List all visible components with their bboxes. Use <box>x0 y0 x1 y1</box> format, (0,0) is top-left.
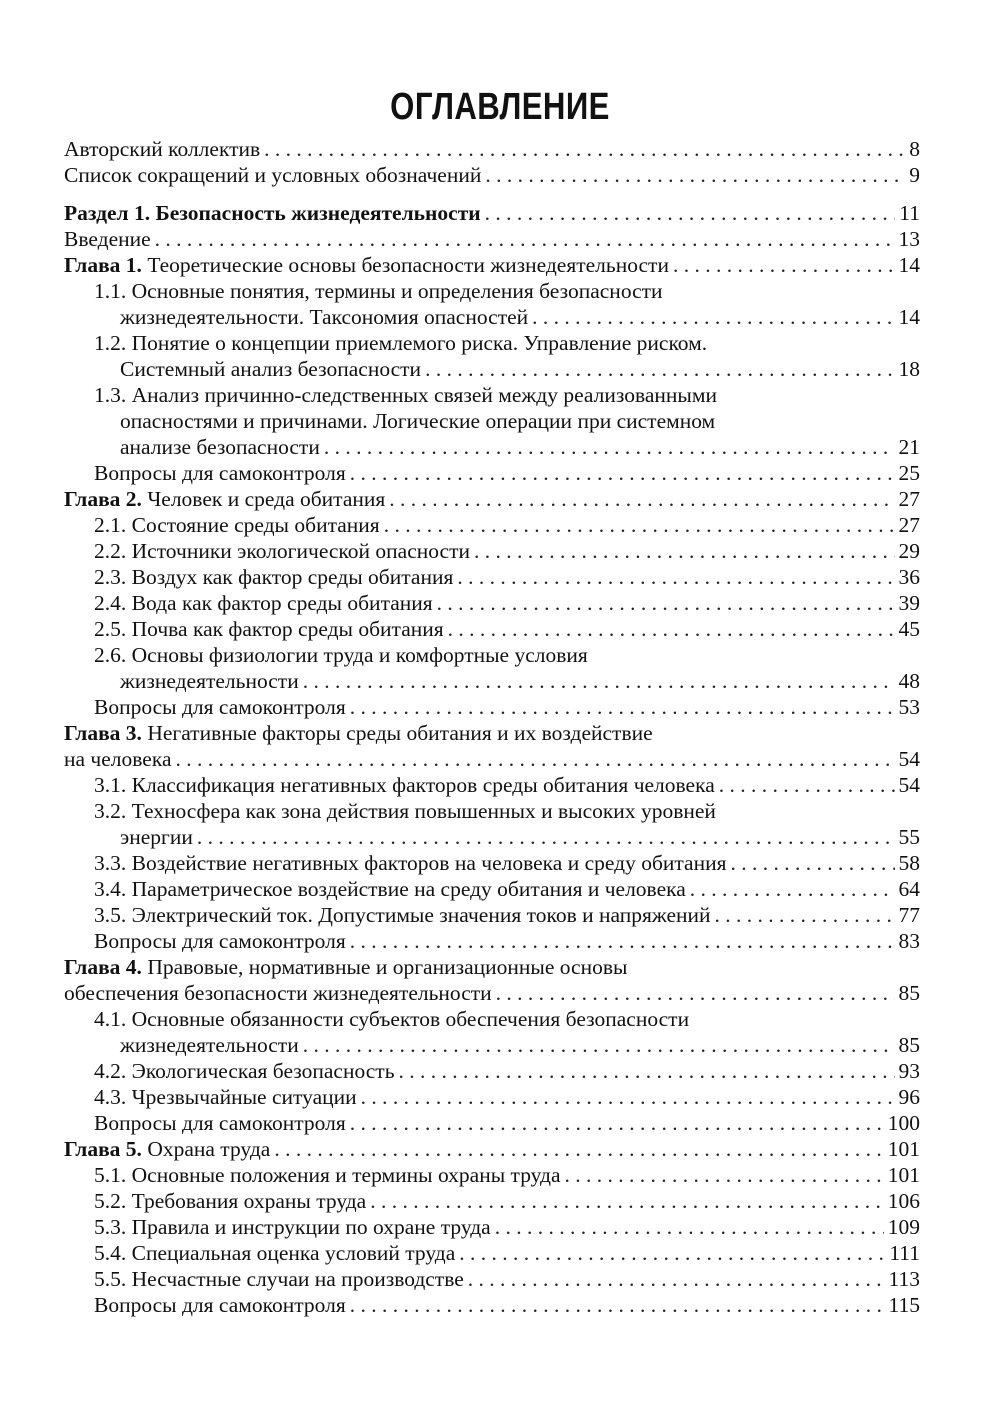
toc-subentry[interactable] <box>64 1084 920 1110</box>
toc-entry-line <box>94 278 920 304</box>
toc-subentry[interactable] <box>64 1292 920 1318</box>
toc-entry-title <box>64 486 385 512</box>
toc-subentry[interactable] <box>64 642 920 694</box>
dot-leader <box>495 1214 884 1240</box>
page-number: 93 <box>898 1059 920 1083</box>
chapter-label: Глава 4. <box>64 955 142 979</box>
toc-entry-text: Вопросы для самоконтроля <box>94 929 346 953</box>
toc-subentry[interactable] <box>64 902 920 928</box>
toc-entry-line <box>94 382 920 408</box>
chapter-label: Глава 2. <box>64 487 142 511</box>
toc-entry-title <box>64 162 481 188</box>
page-number: 36 <box>898 565 920 589</box>
toc-entry-title <box>120 304 528 330</box>
toc-subentry[interactable] <box>64 460 920 486</box>
toc-entry-text: 2.3. Воздух как фактор среды обитания <box>94 565 454 589</box>
toc-entry-text: 1.3. Анализ причинно-следственных связей между реализованными <box>94 383 717 407</box>
toc-entry-text: 5.4. Специальная оценка условий труда <box>94 1241 456 1265</box>
page-number: 13 <box>898 227 920 251</box>
toc-entry-text: 3.4. Параметрическое воздействие на среду обитания и человека <box>94 877 686 901</box>
toc-entry-text: Список сокращений и условных обозначений <box>64 163 482 187</box>
toc-subentry[interactable] <box>64 1110 920 1136</box>
toc-entry-text: Авторский коллектив <box>64 137 261 161</box>
toc-entry-text: 4.3. Чрезвычайные ситуации <box>94 1085 357 1109</box>
dot-leader <box>437 590 895 616</box>
page-number: 29 <box>898 539 920 563</box>
toc-entry[interactable] <box>64 1136 920 1162</box>
toc-entry-title <box>94 512 380 538</box>
page-number: 53 <box>898 695 920 719</box>
toc-entry-title <box>94 902 711 928</box>
toc-entry-title <box>120 356 421 382</box>
page-number: 25 <box>898 461 920 485</box>
toc-entry-line <box>94 642 920 668</box>
toc-entry-text: 4.1. Основные обязанности субъектов обеспечения безопасности <box>94 1007 690 1031</box>
dot-leader <box>448 616 895 642</box>
toc-subentry[interactable] <box>64 772 920 798</box>
dot-leader <box>361 1084 895 1110</box>
toc-entry-title <box>94 1240 455 1266</box>
chapter-label: Глава 5. <box>64 1137 142 1161</box>
toc-entry-text: опасностями и причинами. Логические операции при системном <box>120 409 716 433</box>
dot-leader <box>350 1292 885 1318</box>
toc-subentry[interactable] <box>64 590 920 616</box>
toc-entry-title <box>120 1032 299 1058</box>
dot-leader <box>496 980 895 1006</box>
page-number: 85 <box>898 1033 920 1057</box>
dot-leader <box>384 512 895 538</box>
toc-subentry[interactable] <box>64 1058 920 1084</box>
dot-leader <box>303 668 895 694</box>
toc-subentry[interactable] <box>64 330 920 382</box>
toc-entry-line <box>64 720 920 746</box>
toc-entry[interactable] <box>64 226 920 252</box>
toc-entry-text: обеспечения безопасности жизнедеятельности <box>64 981 492 1005</box>
page-number: 101 <box>887 1163 920 1187</box>
toc-entry[interactable] <box>64 162 920 188</box>
toc-subentry[interactable] <box>64 1240 920 1266</box>
dot-leader <box>690 876 895 902</box>
toc-entry-text: Системный анализ безопасности <box>120 357 422 381</box>
toc-subentry[interactable] <box>64 798 920 850</box>
dot-leader <box>155 226 895 252</box>
toc-entry-text: жизнедеятельности. Таксономия опасностей <box>120 305 529 329</box>
toc-subentry[interactable] <box>64 1266 920 1292</box>
toc-subentry[interactable] <box>64 538 920 564</box>
page-number: 48 <box>898 669 920 693</box>
toc-entry-text: 3.1. Классификация негативных факторов среды обитания человека <box>94 773 715 797</box>
page-number: 96 <box>898 1085 920 1109</box>
toc-entry-title <box>94 616 444 642</box>
toc-entry[interactable] <box>64 136 920 162</box>
toc-entry-title <box>94 1084 357 1110</box>
page-number: 83 <box>898 929 920 953</box>
toc-subentry[interactable] <box>64 876 920 902</box>
toc-entry-text: энергии <box>120 825 193 849</box>
toc-subentry[interactable] <box>64 1006 920 1058</box>
dot-leader <box>425 356 894 382</box>
dot-leader <box>350 1110 884 1136</box>
dot-leader <box>468 1266 885 1292</box>
page-number: 101 <box>887 1137 920 1161</box>
dot-leader <box>370 1188 884 1214</box>
toc-entry[interactable] <box>64 954 920 1006</box>
toc-subentry[interactable] <box>64 1188 920 1214</box>
page-number: 14 <box>898 305 920 329</box>
toc-entry[interactable] <box>64 252 920 278</box>
toc-subentry[interactable] <box>64 850 920 876</box>
toc-entry-text: 5.2. Требования охраны труда <box>94 1189 367 1213</box>
toc-entry-title <box>94 538 470 564</box>
toc-entry-text: 2.5. Почва как фактор среды обитания <box>94 617 444 641</box>
dot-leader <box>399 1058 895 1084</box>
toc-entry-text: жизнедеятельности <box>120 1033 299 1057</box>
dot-leader <box>389 486 894 512</box>
toc-entry-text: Введение <box>64 227 151 251</box>
toc-entry-text: Негативные факторы среды обитания и их воздействие <box>147 721 653 745</box>
toc-subentry[interactable] <box>64 512 920 538</box>
toc-subentry[interactable] <box>64 564 920 590</box>
toc-entry-text: Правовые, нормативные и организационные основы <box>147 955 628 979</box>
toc-entry-text: 3.2. Техносфера как зона действия повышенных и высоких уровней <box>94 799 716 823</box>
dot-leader <box>731 850 895 876</box>
toc-entry-title <box>64 200 481 226</box>
toc-subentry[interactable] <box>64 928 920 954</box>
toc-entry-text: 2.1. Состояние среды обитания <box>94 513 380 537</box>
page-number: 18 <box>898 357 920 381</box>
page-number: 55 <box>898 825 920 849</box>
page-number: 100 <box>887 1111 920 1135</box>
toc-entry-text: Вопросы для самоконтроля <box>94 695 346 719</box>
page-number: 111 <box>889 1241 920 1265</box>
dot-leader <box>303 1032 895 1058</box>
toc-entry-title <box>64 226 151 252</box>
toc-subentry[interactable] <box>64 1162 920 1188</box>
toc-entry-title <box>120 668 299 694</box>
dot-leader <box>197 824 895 850</box>
toc-entry-text: 1.2. Понятие о концепции приемлемого риска. Управление риском. <box>94 331 708 355</box>
toc-subentry[interactable] <box>64 278 920 330</box>
toc-entry-text: Раздел 1. Безопасность жизнедеятельности <box>64 201 481 225</box>
toc-entry-title <box>94 1266 464 1292</box>
toc-entry-text: 5.3. Правила и инструкции по охране труда <box>94 1215 491 1239</box>
dot-leader <box>719 772 895 798</box>
page-number: 54 <box>898 747 920 771</box>
toc-entry-text: 5.5. Несчастные случаи на производстве <box>94 1267 464 1291</box>
toc-entry-title <box>120 434 320 460</box>
dot-leader <box>324 434 895 460</box>
page-number: 113 <box>888 1267 920 1291</box>
dot-leader <box>532 304 894 330</box>
dot-leader <box>350 928 895 954</box>
page-number: 106 <box>887 1189 920 1213</box>
toc-entry-text: 3.5. Электрический ток. Допустимые значения токов и напряжений <box>94 903 711 927</box>
toc-entry-line <box>94 1006 920 1032</box>
toc-entry-title <box>94 1162 561 1188</box>
toc-entry-text: Человек и среда обитания <box>147 487 386 511</box>
table-of-contents <box>64 136 920 1318</box>
toc-entry[interactable] <box>64 720 920 772</box>
chapter-label: Глава 1. <box>64 253 142 277</box>
toc-entry-text: 3.3. Воздействие негативных факторов на человека и среду обитания <box>94 851 727 875</box>
toc-entry-line <box>64 954 920 980</box>
toc-entry-title <box>64 252 669 278</box>
page-number: 21 <box>898 435 920 459</box>
toc-entry-text: 4.2. Экологическая безопасность <box>94 1059 395 1083</box>
page-number: 8 <box>909 137 920 161</box>
toc-entry-title <box>64 980 492 1006</box>
page-number: 27 <box>898 513 920 537</box>
toc-entry-title <box>120 824 193 850</box>
page-number: 64 <box>898 877 920 901</box>
toc-entry-title <box>94 1110 346 1136</box>
dot-leader <box>350 460 895 486</box>
page-number: 11 <box>899 201 920 225</box>
toc-entry-title <box>94 564 453 590</box>
toc-entry-title <box>64 1136 270 1162</box>
dot-leader <box>457 564 894 590</box>
page-number: 14 <box>898 253 920 277</box>
toc-entry-text: 2.6. Основы физиологии труда и комфортные условия <box>94 643 588 667</box>
dot-leader <box>274 1136 883 1162</box>
toc-entry-line <box>94 330 920 356</box>
toc-entry[interactable] <box>64 486 920 512</box>
toc-entry-title <box>94 850 727 876</box>
toc-entry-title <box>64 136 260 162</box>
toc-subentry[interactable] <box>64 1214 920 1240</box>
toc-entry-title <box>94 1058 395 1084</box>
toc-entry-title <box>94 1292 346 1318</box>
toc-entry-title <box>94 876 686 902</box>
toc-entry-title <box>94 928 346 954</box>
toc-subentry[interactable] <box>64 382 920 460</box>
toc-entry-text: на человека <box>64 747 172 771</box>
toc-entry-text: 1.1. Основные понятия, термины и определения безопасности <box>94 279 663 303</box>
toc-subentry[interactable] <box>64 694 920 720</box>
dot-leader <box>673 252 895 278</box>
dot-leader <box>264 136 905 162</box>
toc-entry[interactable] <box>64 200 920 226</box>
toc-entry-text: Охрана труда <box>147 1137 271 1161</box>
page-number: 58 <box>898 851 920 875</box>
toc-subentry[interactable] <box>64 616 920 642</box>
dot-leader <box>459 1240 885 1266</box>
toc-entry-title <box>94 772 715 798</box>
toc-entry-title <box>94 694 346 720</box>
toc-entry-text: 2.4. Вода как фактор среды обитания <box>94 591 433 615</box>
toc-entry-text: Вопросы для самоконтроля <box>94 1293 346 1317</box>
page-number: 109 <box>887 1215 920 1239</box>
toc-entry-text: Теоретические основы безопасности жизнедеятельности <box>147 253 669 277</box>
page-number: 45 <box>898 617 920 641</box>
dot-leader <box>565 1162 884 1188</box>
page-number: 85 <box>898 981 920 1005</box>
page-number: 77 <box>898 903 920 927</box>
toc-entry-title <box>64 746 172 772</box>
dot-leader <box>176 746 895 772</box>
toc-entry-line <box>94 798 920 824</box>
toc-entry-title <box>94 1214 491 1240</box>
dot-leader <box>485 200 896 226</box>
toc-entry-title <box>94 460 346 486</box>
page-number: 115 <box>888 1293 920 1317</box>
dot-leader <box>485 162 905 188</box>
toc-entry-line <box>94 408 920 434</box>
toc-entry-title <box>94 590 433 616</box>
toc-entry-text: жизнедеятельности <box>120 669 299 693</box>
page-title: ОГЛАВЛЕНИЕ <box>390 86 610 128</box>
toc-entry-text: анализе безопасности <box>120 435 320 459</box>
chapter-label: Глава 3. <box>64 721 142 745</box>
page-number: 9 <box>909 163 920 187</box>
toc-entry-text: Вопросы для самоконтроля <box>94 1111 346 1135</box>
page-number: 54 <box>898 773 920 797</box>
toc-entry-title <box>94 1188 366 1214</box>
toc-entry-text: 5.1. Основные положения и термины охраны труда <box>94 1163 561 1187</box>
toc-entry-text: 2.2. Источники экологической опасности <box>94 539 470 563</box>
dot-leader <box>350 694 895 720</box>
dot-leader <box>474 538 895 564</box>
page-number: 39 <box>898 591 920 615</box>
toc-entry-text: Вопросы для самоконтроля <box>94 461 346 485</box>
dot-leader <box>715 902 895 928</box>
page-number: 27 <box>898 487 920 511</box>
